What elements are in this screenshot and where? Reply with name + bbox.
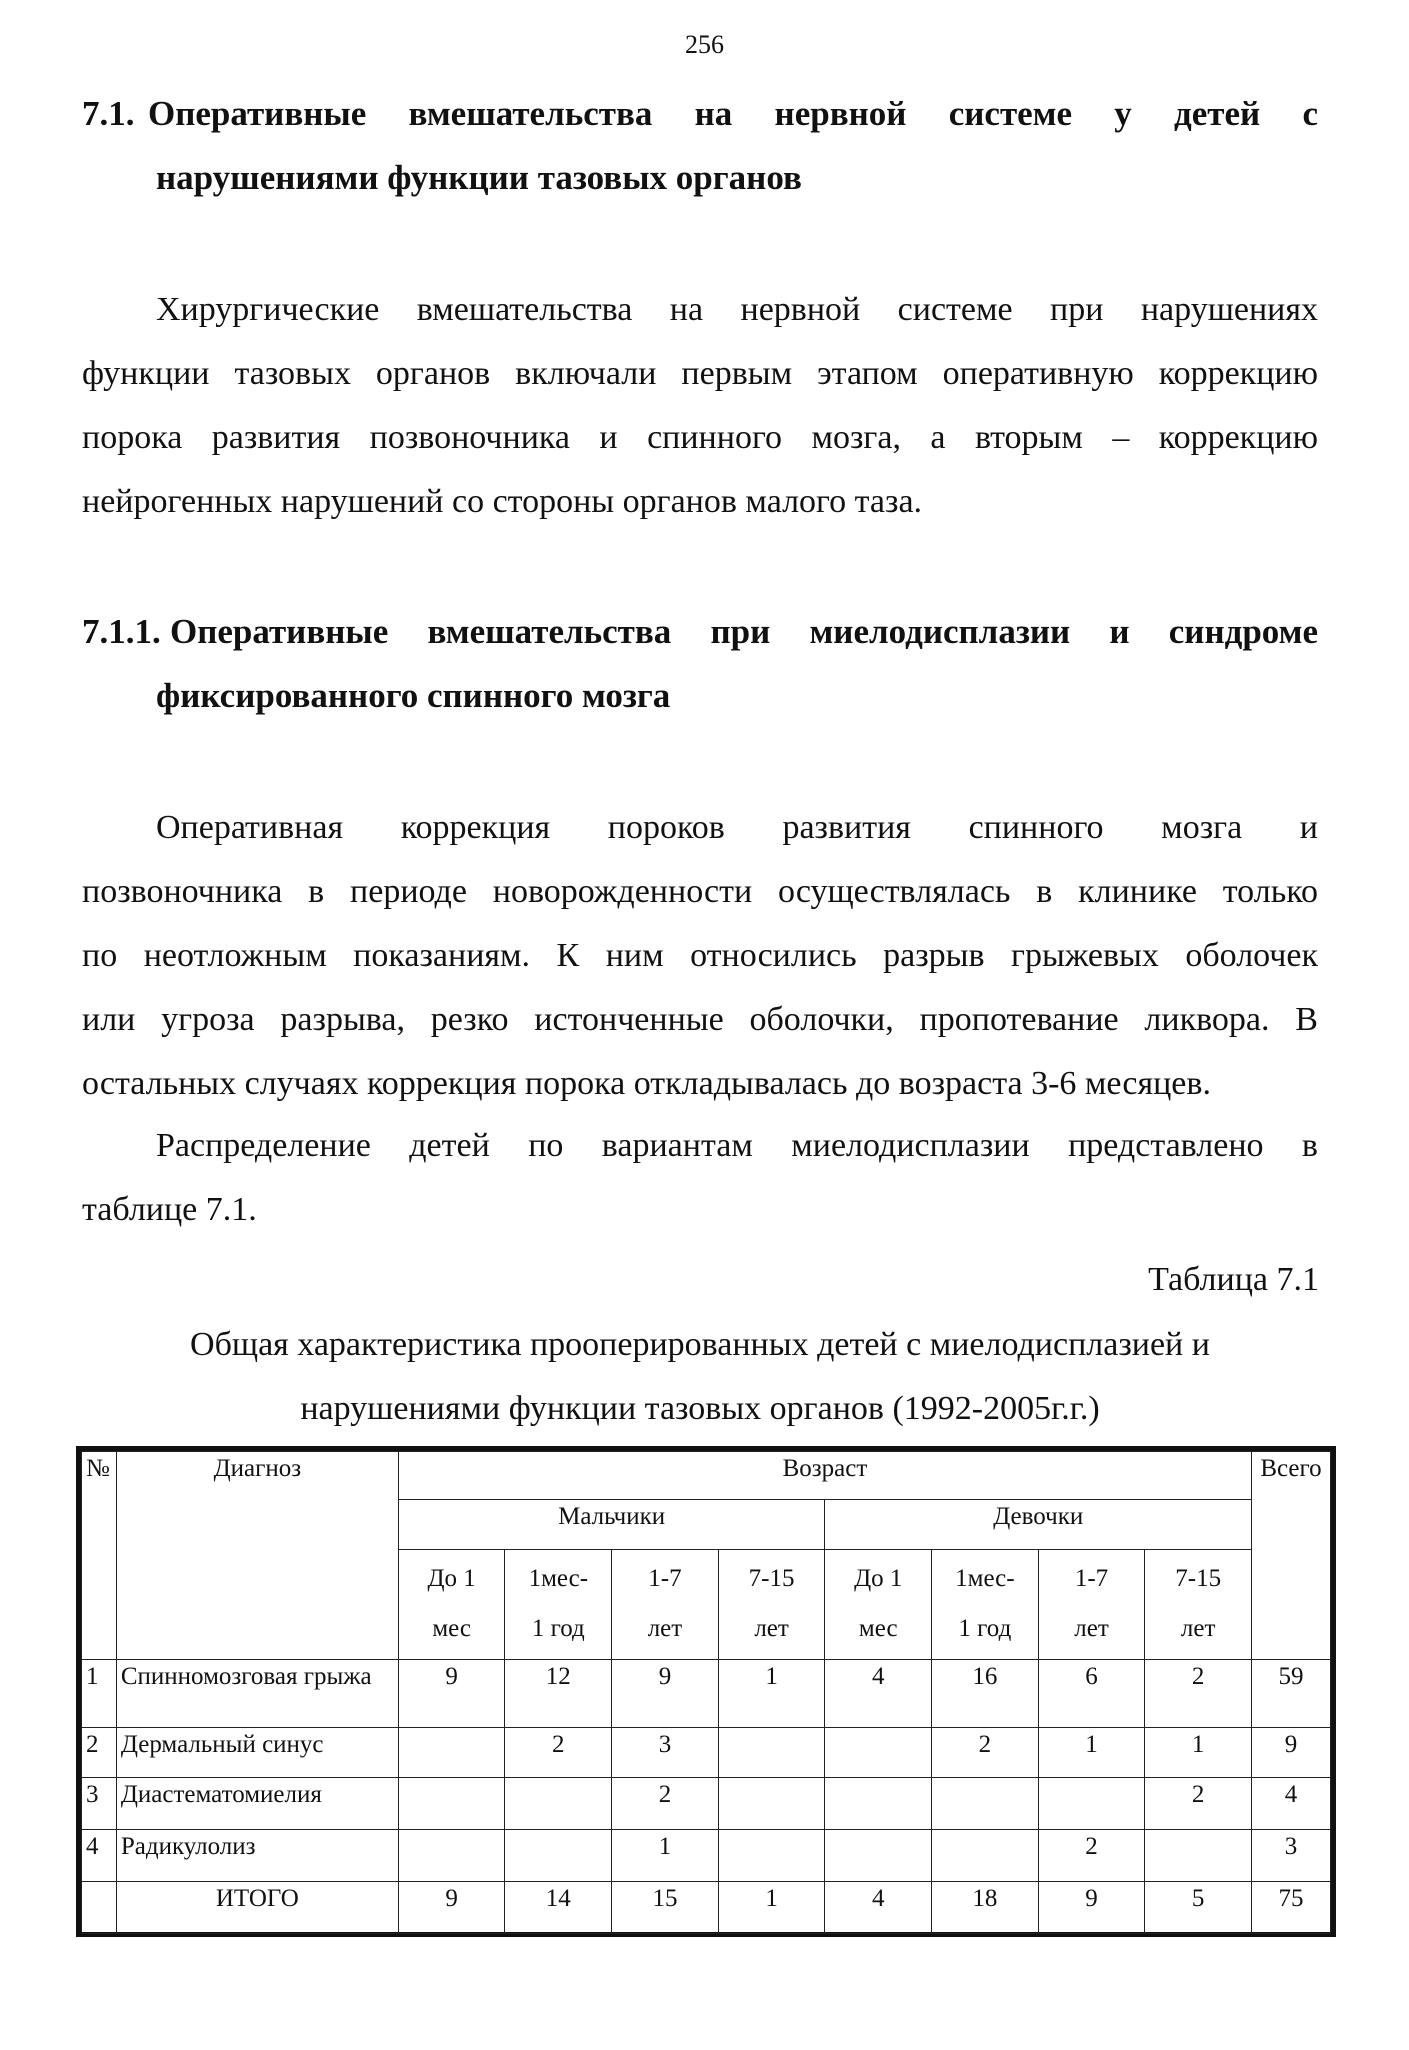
row-num: 4: [82, 1830, 117, 1882]
row-total: 4: [1252, 1778, 1331, 1830]
age-column-line2: лет: [647, 1615, 683, 1642]
header-girls: Девочки: [825, 1500, 1252, 1550]
table-caption-line1: Общая характеристика прооперированных детей с миелодисплазией и: [190, 1326, 1210, 1363]
section-heading-7-1-1: [82, 600, 1318, 728]
row-value: 12: [505, 1660, 612, 1728]
row-diagnosis: Радикулолиз: [116, 1830, 398, 1882]
table-row: [82, 1778, 1331, 1830]
row-value: [825, 1830, 932, 1882]
table-row: [82, 1728, 1331, 1778]
row-value: [1038, 1778, 1145, 1830]
totals-row: [82, 1882, 1331, 1934]
row-value: 2: [612, 1778, 719, 1830]
paragraph-line: позвоночника в периоде новорожденности осуществлялась в клинике только: [82, 873, 1318, 910]
paragraph-line: функции тазовых органов включали первым этапом оперативную коррекцию: [82, 355, 1318, 392]
age-column-line2: лет: [1074, 1615, 1109, 1642]
section-title-line1: Оперативные вмешательства при миелодисплазии и синдроме: [170, 612, 1318, 651]
row-value: [505, 1830, 612, 1882]
row-value: 4: [825, 1660, 932, 1728]
row-total: 3: [1252, 1830, 1331, 1882]
row-value: 1: [1145, 1728, 1252, 1778]
row-value: [398, 1728, 505, 1778]
totals-value: 9: [1038, 1882, 1145, 1934]
totals-value: 5: [1145, 1882, 1252, 1934]
age-column-header: [1038, 1550, 1145, 1660]
age-column-header: [612, 1550, 719, 1660]
row-total: 59: [1252, 1660, 1331, 1728]
row-value: [718, 1830, 825, 1882]
data-table-frame: [76, 1446, 1336, 1937]
age-column-line1: 7-15: [1175, 1565, 1222, 1592]
age-column-line1: 7-15: [748, 1565, 795, 1592]
row-value: 1: [1038, 1728, 1145, 1778]
paragraph-1: [82, 278, 1318, 534]
age-column-header: [505, 1550, 612, 1660]
paragraph-line: остальных случаях коррекция порока откладывалась до возраста 3-6 месяцев.: [82, 1065, 1211, 1102]
age-column-line1: 1-7: [1074, 1565, 1109, 1592]
row-value: [718, 1778, 825, 1830]
age-column-line2: 1 год: [531, 1615, 585, 1642]
totals-value: 9: [398, 1882, 505, 1934]
row-value: 2: [1038, 1830, 1145, 1882]
age-column-line2: мес: [858, 1615, 898, 1642]
age-column-line2: 1 год: [958, 1615, 1012, 1642]
paragraph-line: нейрогенных нарушений со стороны органов малого таза.: [82, 483, 923, 520]
row-diagnosis: Дермальный синус: [116, 1728, 398, 1778]
header-diagnosis: Диагноз: [116, 1452, 398, 1660]
totals-num: [82, 1882, 117, 1934]
totals-value: 15: [612, 1882, 719, 1934]
age-column-header: [825, 1550, 932, 1660]
row-total: 9: [1252, 1728, 1331, 1778]
row-value: 16: [932, 1660, 1039, 1728]
totals-value: 14: [505, 1882, 612, 1934]
paragraph-line: Оперативная коррекция пороков развития спинного мозга и: [156, 809, 1318, 846]
paragraph-2: [82, 796, 1318, 1116]
data-table: [81, 1451, 1331, 1934]
paragraph-line: по неотложным показаниям. К ним относились разрыв грыжевых оболочек: [82, 937, 1318, 974]
table-label: Таблица 7.1: [1148, 1261, 1319, 1298]
section-title-line2: фиксированного спинного мозга: [156, 676, 671, 715]
row-value: [505, 1778, 612, 1830]
section-title-line1: Оперативные вмешательства на нервной системе у детей с: [148, 94, 1318, 133]
header-age: Возраст: [398, 1452, 1251, 1500]
age-column-line1: До 1: [854, 1565, 903, 1592]
row-value: 6: [1038, 1660, 1145, 1728]
header-num: №: [82, 1452, 117, 1660]
age-column-line2: лет: [1180, 1615, 1216, 1642]
section-title-line2: нарушениями функции тазовых органов: [156, 158, 802, 197]
row-value: [398, 1830, 505, 1882]
section-heading-7-1: [82, 82, 1318, 210]
row-num: 2: [82, 1728, 117, 1778]
row-value: [932, 1778, 1039, 1830]
table-row: [82, 1660, 1331, 1728]
totals-value: 1: [718, 1882, 825, 1934]
paragraph-line: или угроза разрыва, резко истонченные оболочки, пропотевание ликвора. В: [82, 1001, 1318, 1038]
row-value: 2: [1145, 1778, 1252, 1830]
age-column-line1: 1мес-: [955, 1565, 1015, 1592]
totals-value: 18: [932, 1882, 1039, 1934]
header-total: Всего: [1252, 1452, 1331, 1660]
section-number: 7.1.1.: [82, 612, 161, 651]
age-column-line2: лет: [754, 1615, 789, 1642]
section-number: 7.1.: [82, 94, 135, 133]
paragraph-line: таблице 7.1.: [82, 1191, 257, 1228]
row-value: [1145, 1830, 1252, 1882]
row-value: [825, 1728, 932, 1778]
row-value: 2: [505, 1728, 612, 1778]
row-value: [825, 1778, 932, 1830]
row-value: [932, 1830, 1039, 1882]
age-column-header: [1145, 1550, 1252, 1660]
row-value: 9: [612, 1660, 719, 1728]
totals-total: 75: [1252, 1882, 1331, 1934]
row-num: 3: [82, 1778, 117, 1830]
age-column-line1: 1мес-: [528, 1565, 589, 1592]
paragraph-line: порока развития позвоночника и спинного мозга, а вторым – коррекцию: [82, 419, 1318, 456]
row-value: 9: [398, 1660, 505, 1728]
header-boys: Мальчики: [398, 1500, 825, 1550]
table-caption-line2: нарушениями функции тазовых органов (1992-2005г.г.): [300, 1390, 1100, 1427]
row-value: [398, 1778, 505, 1830]
row-value: 2: [1145, 1660, 1252, 1728]
row-diagnosis: Спинномозговая грыжа: [116, 1660, 398, 1728]
row-num: 1: [82, 1660, 117, 1728]
row-value: 1: [718, 1660, 825, 1728]
row-value: 3: [612, 1728, 719, 1778]
totals-value: 4: [825, 1882, 932, 1934]
age-column-line2: мес: [432, 1615, 471, 1642]
paragraph-line: Распределение детей по вариантам миелодисплазии представлено в: [156, 1127, 1318, 1164]
page-number: 256: [685, 30, 724, 59]
row-value: [718, 1728, 825, 1778]
row-value: 2: [932, 1728, 1039, 1778]
paragraph-line: Хирургические вмешательства на нервной системе при нарушениях: [156, 291, 1318, 328]
row-diagnosis: Диастематомиелия: [116, 1778, 398, 1830]
age-column-line1: 1-7: [648, 1565, 682, 1592]
totals-label: ИТОГО: [116, 1882, 398, 1934]
table-row: [82, 1830, 1331, 1882]
age-column-line1: До 1: [427, 1565, 476, 1592]
age-column-header: [718, 1550, 825, 1660]
row-value: 1: [612, 1830, 719, 1882]
table-caption: [82, 1313, 1318, 1441]
age-column-header: [398, 1550, 505, 1660]
paragraph-3: [82, 1114, 1318, 1242]
age-column-header: [932, 1550, 1039, 1660]
